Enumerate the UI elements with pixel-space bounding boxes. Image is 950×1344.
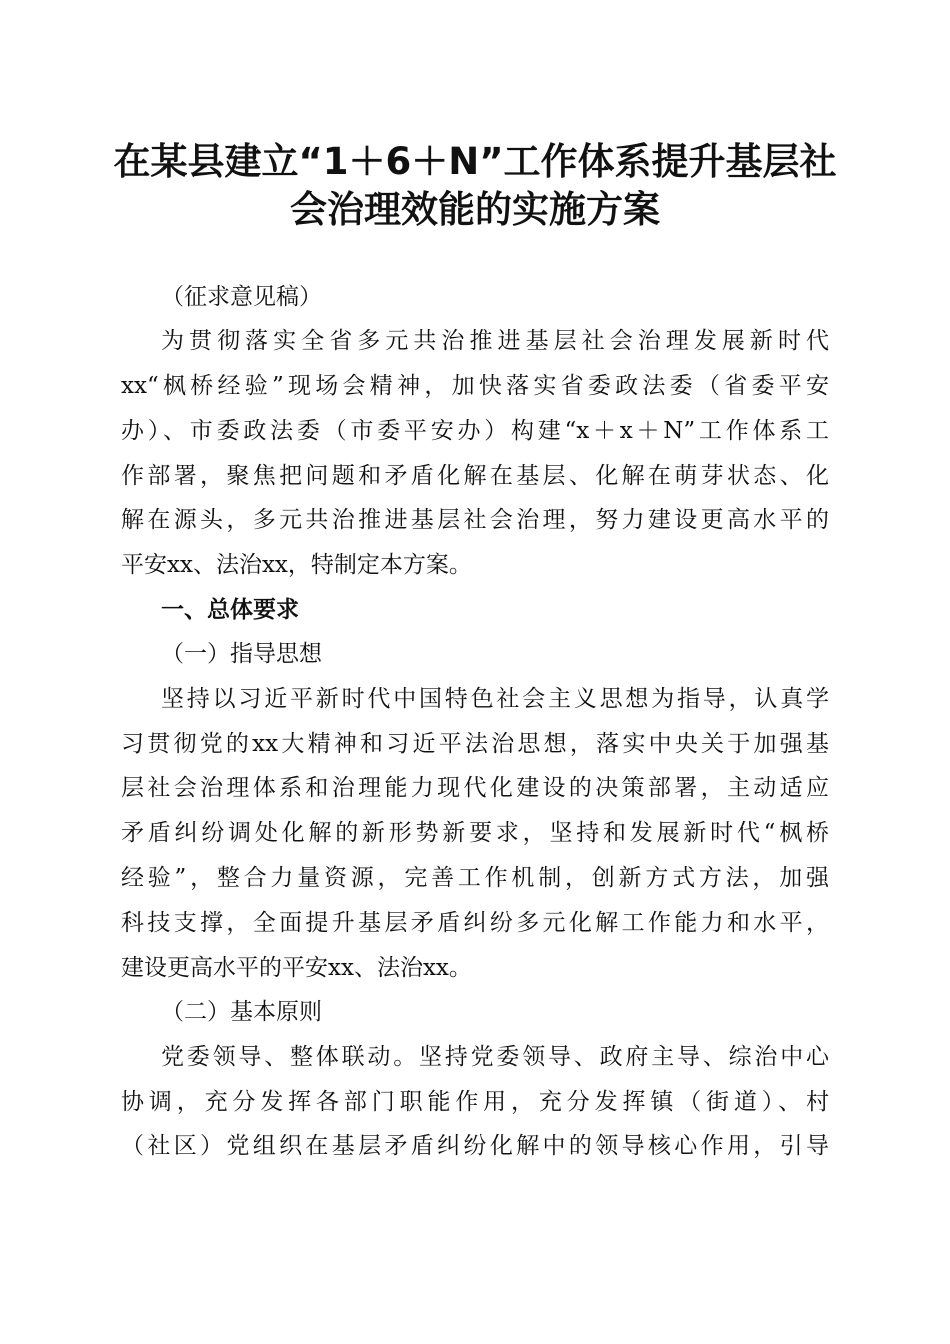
section-heading-overall-requirements: 一、总体要求 [161, 597, 299, 623]
intro-line: 平安xx、法治xx，特制定本方案。 [121, 552, 472, 578]
intro-line: xx“枫桥经验”现场会精神，加快落实省委政法委（省委平安 [121, 373, 829, 399]
paragraph-line: 矛盾纠纷调处化解的新形势新要求，坚持和发展新时代“枫桥 [121, 820, 829, 846]
draft-note: （征求意见稿） [161, 284, 322, 310]
paragraph-line: 科技支撑，全面提升基层矛盾纠纷多元化解工作能力和水平， [121, 910, 829, 936]
paragraph-line: （社区）党组织在基层矛盾纠纷化解中的领导核心作用，引导 [121, 1133, 829, 1159]
document-title-line-1: 在某县建立“1＋6＋N”工作体系提升基层社 [113, 140, 837, 183]
paragraph-line: 党委领导、整体联动。坚持党委领导、政府主导、综治中心 [161, 1044, 829, 1070]
paragraph-line: 层社会治理体系和治理能力现代化建设的决策部署，主动适应 [121, 775, 829, 801]
subsection-heading-guiding-ideology: （一）指导思想 [161, 641, 322, 667]
subsection-heading-basic-principles: （二）基本原则 [161, 999, 322, 1025]
intro-line: 为贯彻落实全省多元共治推进基层社会治理发展新时代 [161, 328, 829, 354]
paragraph-line: 协调，充分发挥各部门职能作用，充分发挥镇（街道）、村 [121, 1089, 829, 1115]
paragraph-line: 坚持以习近平新时代中国特色社会主义思想为指导，认真学 [161, 686, 829, 712]
intro-line: 作部署，聚焦把问题和矛盾化解在基层、化解在萌芽状态、化 [121, 463, 829, 489]
document-title-line-2: 会治理效能的实施方案 [290, 188, 660, 231]
paragraph-line: 建设更高水平的平安xx、法治xx。 [121, 955, 472, 981]
paragraph-line: 习贯彻党的xx大精神和习近平法治思想，落实中央关于加强基 [121, 731, 829, 757]
intro-line: 办）、市委政法委（市委平安办）构建“x＋x＋N”工作体系工 [121, 418, 829, 444]
paragraph-line: 经验”，整合力量资源，完善工作机制，创新方式方法，加强 [121, 865, 829, 891]
intro-line: 解在源头，多元共治推进基层社会治理，努力建设更高水平的 [121, 507, 829, 533]
